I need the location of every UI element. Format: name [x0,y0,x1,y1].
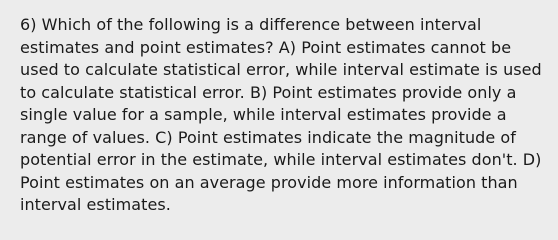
question-text: 6) Which of the following is a difference between interval estimates and point estimates? A) Point estimates cannot be used to calculate statistical error, while interval estimate is used to calculate statistical error. B) Point estimates provide only a single value for a sample, while interval estimates provide a range of values. C) Point estimates indicate the magnitude of potential error in the estimate, while interval estimates don't. D) Point estimates on an average provide more information than interval estimates. [20,15,542,214]
